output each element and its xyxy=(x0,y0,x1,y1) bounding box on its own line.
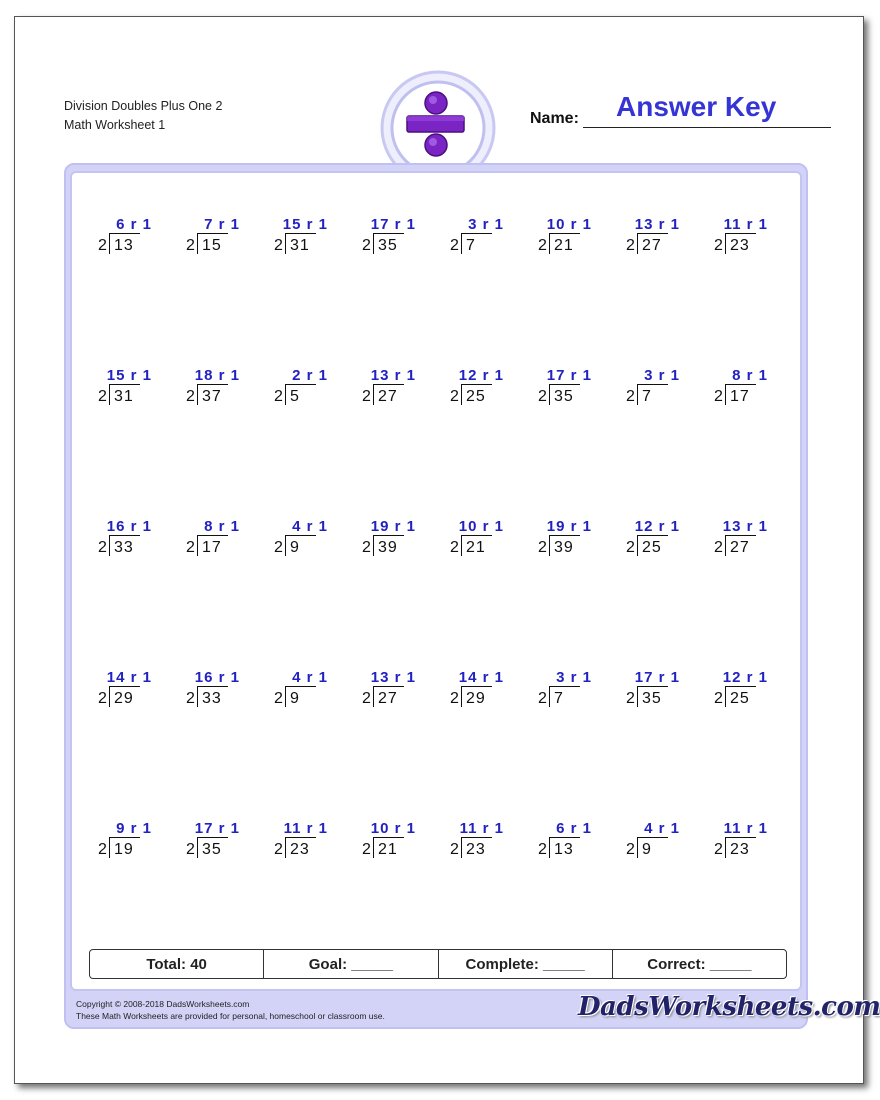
divisor: 2 xyxy=(362,388,371,405)
division-problem xyxy=(626,669,696,713)
copyright-line: Copyright © 2008-2018 DadsWorksheets.com xyxy=(76,999,250,1009)
division-problem xyxy=(362,216,432,260)
answer-key-label: Answer Key xyxy=(616,91,777,122)
quotient-answer: 18 r 1 xyxy=(194,367,240,384)
divisor: 2 xyxy=(274,841,283,858)
quotient-answer: 13 r 1 xyxy=(634,216,680,233)
quotient-answer: 7 r 1 xyxy=(204,216,240,233)
dividend: 21 xyxy=(554,237,574,254)
quotient-answer: 8 r 1 xyxy=(204,518,240,535)
quotient-answer: 14 r 1 xyxy=(458,669,504,686)
dividend: 13 xyxy=(554,841,574,858)
quotient-answer: 15 r 1 xyxy=(282,216,328,233)
name-field-line xyxy=(583,127,831,128)
divisor: 2 xyxy=(626,237,635,254)
divisor: 2 xyxy=(98,690,107,707)
quotient-answer: 10 r 1 xyxy=(458,518,504,535)
quotient-answer: 17 r 1 xyxy=(546,367,592,384)
division-problem xyxy=(362,669,432,713)
quotient-answer: 19 r 1 xyxy=(370,518,416,535)
divisor: 2 xyxy=(714,388,723,405)
quotient-answer: 3 r 1 xyxy=(468,216,504,233)
dividend: 27 xyxy=(378,388,398,405)
divisor: 2 xyxy=(186,690,195,707)
quotient-answer: 17 r 1 xyxy=(370,216,416,233)
dividend: 19 xyxy=(114,841,134,858)
problems-area xyxy=(70,171,802,991)
division-problem xyxy=(538,367,608,411)
quotient-answer: 10 r 1 xyxy=(546,216,592,233)
title-line-1: Division Doubles Plus One 2 xyxy=(64,99,223,113)
dividend: 5 xyxy=(290,388,300,405)
divisor: 2 xyxy=(362,841,371,858)
division-problem xyxy=(626,367,696,411)
division-problem xyxy=(538,518,608,562)
division-problem xyxy=(98,518,168,562)
divisor: 2 xyxy=(186,841,195,858)
quotient-answer: 12 r 1 xyxy=(634,518,680,535)
division-problem xyxy=(362,518,432,562)
dividend: 25 xyxy=(642,539,662,556)
division-problem xyxy=(538,820,608,864)
dividend: 21 xyxy=(466,539,486,556)
divisor: 2 xyxy=(450,388,459,405)
quotient-answer: 12 r 1 xyxy=(458,367,504,384)
divisor: 2 xyxy=(362,237,371,254)
division-problem xyxy=(98,820,168,864)
quotient-answer: 17 r 1 xyxy=(634,669,680,686)
division-problem xyxy=(98,669,168,713)
quotient-answer: 3 r 1 xyxy=(556,669,592,686)
dividend: 23 xyxy=(730,841,750,858)
dividend: 7 xyxy=(466,237,476,254)
divisor: 2 xyxy=(450,237,459,254)
name-label: Name: xyxy=(530,110,579,127)
divisor: 2 xyxy=(538,388,547,405)
division-problem xyxy=(274,216,344,260)
dividend: 23 xyxy=(290,841,310,858)
divisor: 2 xyxy=(714,690,723,707)
division-problem xyxy=(362,367,432,411)
division-problem xyxy=(274,669,344,713)
divisor: 2 xyxy=(274,237,283,254)
division-problem xyxy=(450,820,520,864)
dividend: 35 xyxy=(642,690,662,707)
divisor: 2 xyxy=(274,690,283,707)
quotient-answer: 6 r 1 xyxy=(556,820,592,837)
dividend: 17 xyxy=(202,539,222,556)
dividend: 29 xyxy=(466,690,486,707)
dividend: 27 xyxy=(730,539,750,556)
quotient-answer: 2 r 1 xyxy=(292,367,328,384)
divisor: 2 xyxy=(362,539,371,556)
dividend: 27 xyxy=(378,690,398,707)
dividend: 9 xyxy=(642,841,652,858)
score-complete: Complete: _____ xyxy=(439,950,613,978)
divisor: 2 xyxy=(538,237,547,254)
divisor: 2 xyxy=(626,539,635,556)
division-problem xyxy=(714,820,784,864)
dividend: 33 xyxy=(114,539,134,556)
dividend: 25 xyxy=(730,690,750,707)
dividend: 9 xyxy=(290,690,300,707)
divisor: 2 xyxy=(450,690,459,707)
quotient-answer: 4 r 1 xyxy=(644,820,680,837)
quotient-answer: 11 r 1 xyxy=(723,820,768,837)
dividend: 9 xyxy=(290,539,300,556)
score-table xyxy=(89,949,787,979)
quotient-answer: 19 r 1 xyxy=(546,518,592,535)
dividend: 21 xyxy=(378,841,398,858)
quotient-answer: 16 r 1 xyxy=(106,518,152,535)
brand-logo: DadsWorksheets.com xyxy=(578,992,880,1022)
title-line-2: Math Worksheet 1 xyxy=(64,118,166,132)
quotient-answer: 14 r 1 xyxy=(106,669,152,686)
divisor: 2 xyxy=(714,841,723,858)
division-problem xyxy=(626,518,696,562)
quotient-answer: 10 r 1 xyxy=(370,820,416,837)
divisor: 2 xyxy=(450,539,459,556)
quotient-answer: 13 r 1 xyxy=(370,367,416,384)
division-problem xyxy=(98,367,168,411)
divisor: 2 xyxy=(274,388,283,405)
division-problem xyxy=(98,216,168,260)
score-goal: Goal: _____ xyxy=(264,950,438,978)
divisor: 2 xyxy=(626,388,635,405)
divisor: 2 xyxy=(186,539,195,556)
dividend: 35 xyxy=(554,388,574,405)
division-problem xyxy=(714,518,784,562)
divisor: 2 xyxy=(186,388,195,405)
division-problem xyxy=(186,367,256,411)
divisor: 2 xyxy=(362,690,371,707)
dividend: 25 xyxy=(466,388,486,405)
score-total: Total: 40 xyxy=(90,950,264,978)
division-problem xyxy=(274,367,344,411)
usage-notice: These Math Worksheets are provided for personal, homeschool or classroom use. xyxy=(76,1011,385,1021)
dividend: 31 xyxy=(290,237,310,254)
dividend: 17 xyxy=(730,388,750,405)
quotient-answer: 12 r 1 xyxy=(722,669,768,686)
division-problem xyxy=(450,518,520,562)
division-problem xyxy=(626,216,696,260)
division-problem xyxy=(274,518,344,562)
dividend: 7 xyxy=(642,388,652,405)
division-problem xyxy=(186,669,256,713)
quotient-answer: 13 r 1 xyxy=(370,669,416,686)
quotient-answer: 3 r 1 xyxy=(644,367,680,384)
dividend: 29 xyxy=(114,690,134,707)
quotient-answer: 15 r 1 xyxy=(106,367,152,384)
division-problem xyxy=(186,518,256,562)
dividend: 15 xyxy=(202,237,222,254)
divisor: 2 xyxy=(186,237,195,254)
quotient-answer: 16 r 1 xyxy=(194,669,240,686)
divisor: 2 xyxy=(538,841,547,858)
divisor: 2 xyxy=(98,841,107,858)
divisor: 2 xyxy=(626,690,635,707)
division-problem xyxy=(538,669,608,713)
quotient-answer: 9 r 1 xyxy=(116,820,152,837)
dividend: 13 xyxy=(114,237,134,254)
divisor: 2 xyxy=(450,841,459,858)
quotient-answer: 4 r 1 xyxy=(292,518,328,535)
dividend: 23 xyxy=(730,237,750,254)
score-correct: Correct: _____ xyxy=(647,955,752,973)
quotient-answer: 17 r 1 xyxy=(194,820,240,837)
dividend: 37 xyxy=(202,388,222,405)
divisor: 2 xyxy=(538,539,547,556)
copyright-notice xyxy=(76,998,385,1022)
division-problem xyxy=(186,820,256,864)
worksheet-title xyxy=(64,97,222,135)
dividend: 39 xyxy=(554,539,574,556)
division-problem xyxy=(450,669,520,713)
divisor: 2 xyxy=(626,841,635,858)
divisor: 2 xyxy=(714,237,723,254)
division-problem xyxy=(714,216,784,260)
quotient-answer: 11 r 1 xyxy=(459,820,504,837)
dividend: 39 xyxy=(378,539,398,556)
division-problem xyxy=(450,216,520,260)
quotient-answer: 6 r 1 xyxy=(116,216,152,233)
divisor: 2 xyxy=(98,388,107,405)
quotient-answer: 8 r 1 xyxy=(732,367,768,384)
division-problem xyxy=(186,216,256,260)
quotient-answer: 4 r 1 xyxy=(292,669,328,686)
division-problem xyxy=(538,216,608,260)
divisor: 2 xyxy=(98,237,107,254)
division-problem xyxy=(714,669,784,713)
quotient-answer: 13 r 1 xyxy=(722,518,768,535)
division-problem xyxy=(274,820,344,864)
division-problem xyxy=(362,820,432,864)
dividend: 35 xyxy=(378,237,398,254)
dividend: 7 xyxy=(554,690,564,707)
divisor: 2 xyxy=(538,690,547,707)
dividend: 31 xyxy=(114,388,134,405)
divisor: 2 xyxy=(714,539,723,556)
division-problem xyxy=(714,367,784,411)
dividend: 35 xyxy=(202,841,222,858)
division-problem xyxy=(626,820,696,864)
divisor: 2 xyxy=(98,539,107,556)
division-problem xyxy=(450,367,520,411)
quotient-answer: 11 r 1 xyxy=(283,820,328,837)
quotient-answer: 11 r 1 xyxy=(723,216,768,233)
divisor: 2 xyxy=(274,539,283,556)
dividend: 27 xyxy=(642,237,662,254)
dividend: 33 xyxy=(202,690,222,707)
dividend: 23 xyxy=(466,841,486,858)
